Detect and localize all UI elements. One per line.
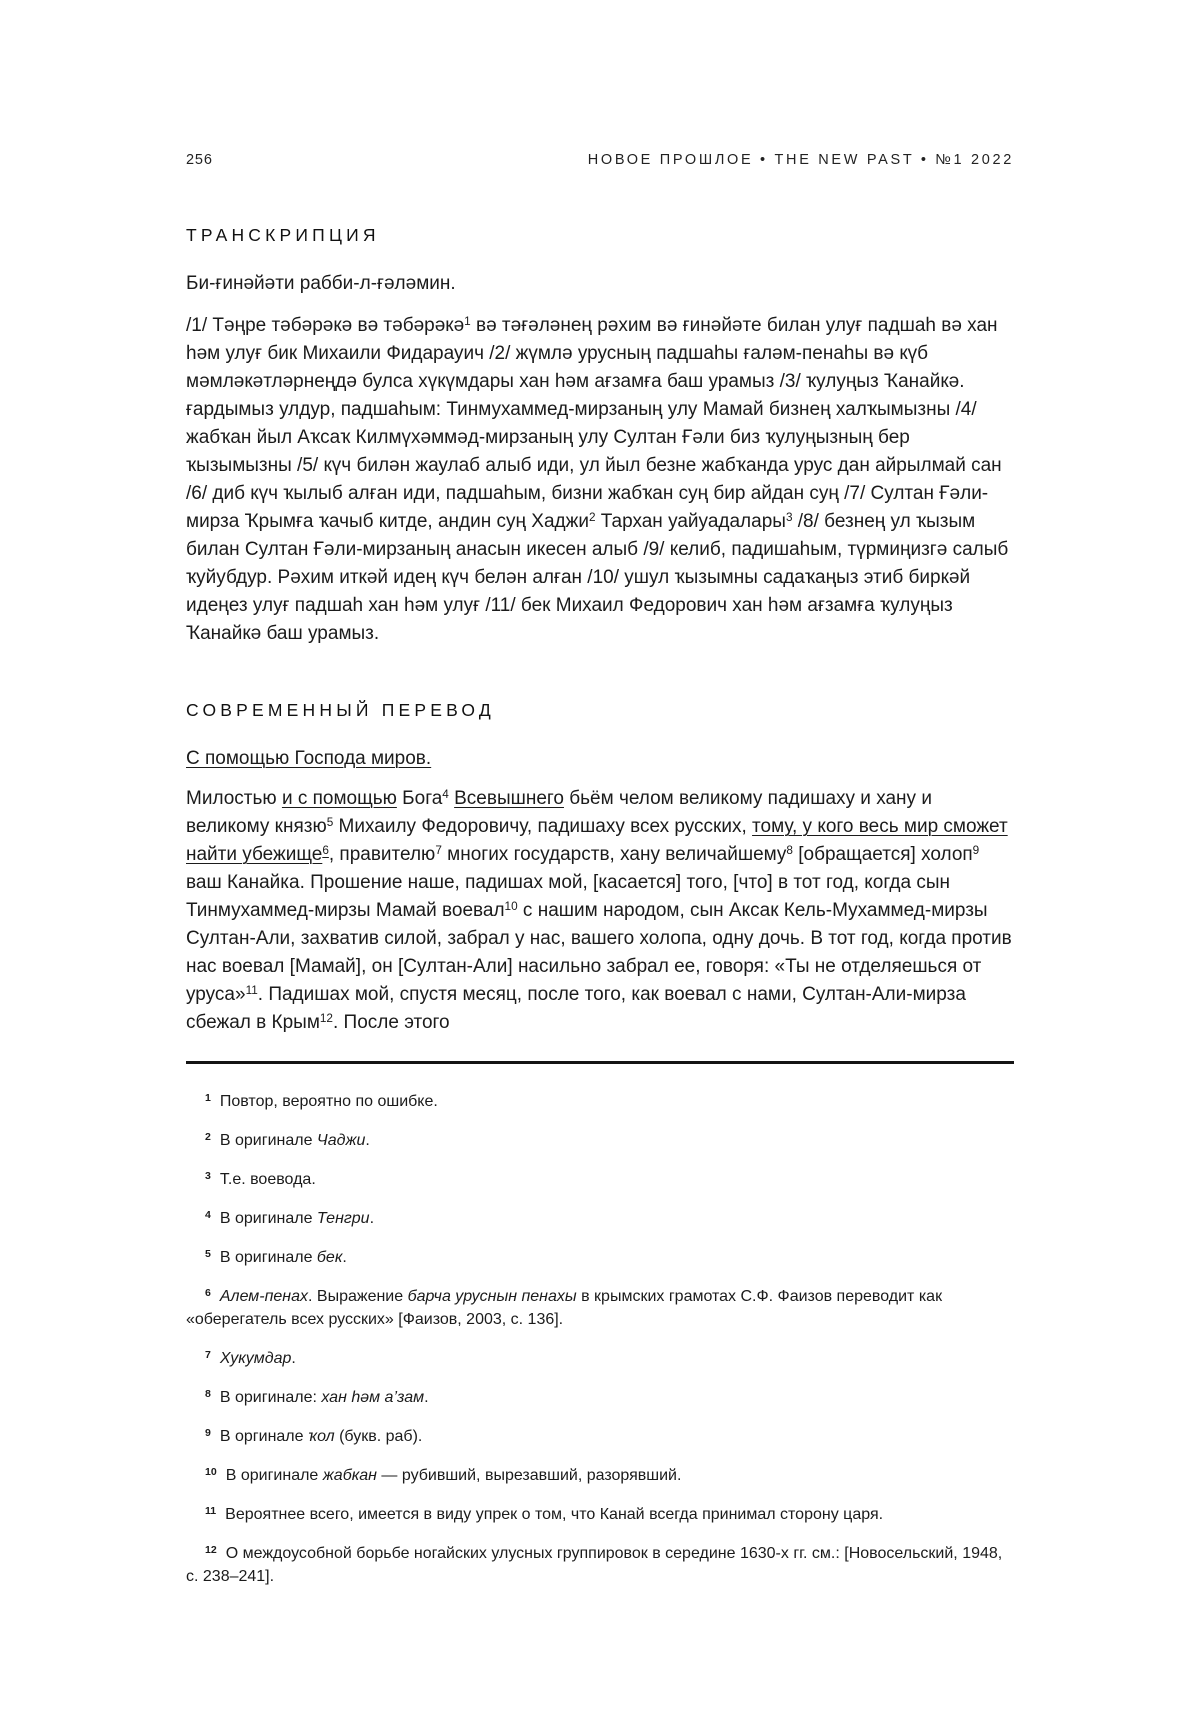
footnote-ref: 9 [972, 843, 980, 857]
text-segment: бек [316, 1249, 343, 1266]
text-segment: [обращается] холоп [792, 844, 973, 865]
footnotes-section [186, 1090, 1014, 1588]
text-segment: . [369, 1210, 375, 1227]
text-segment: В оригинале: [219, 1389, 322, 1406]
transcription-invocation: Би-ғинәйәти рабби-л-ғәләмин. [186, 273, 456, 294]
text-segment: Алем-пенах [219, 1288, 308, 1305]
text-segment: Бога [396, 788, 443, 809]
footnote-number: 5 [205, 1247, 211, 1260]
text-segment: Вероятнее всего, имеется в виду упрек о том, что Канай всегда принимал сторону царя. [225, 1506, 884, 1523]
translation-text [186, 785, 1014, 1037]
footnote-number: 12 [205, 1543, 217, 1556]
page-number: 256 [186, 152, 213, 168]
text-segment: (букв. раб). [334, 1428, 423, 1445]
text-segment: барча уруснын пенахы [407, 1288, 577, 1305]
footnote [186, 1207, 1014, 1230]
text-segment: в крымских грамотах С.Ф. Фаизов переводит как «оберегатель всех русских» [Фаизов, 2003, с. 136]. [186, 1288, 943, 1328]
footnote [186, 1168, 1014, 1191]
footnote-number: 7 [205, 1348, 211, 1361]
footnote [186, 1285, 1014, 1331]
text-segment: . [291, 1350, 296, 1367]
footnote-number: 11 [205, 1504, 217, 1517]
footnote-ref: 11 [245, 983, 258, 997]
text-segment: О междоусобной борьбе ногайских улусных группировок в середине 1630-х гг. см.: [Новосельский, 1948, с. 238–241]. [186, 1545, 1003, 1585]
text-segment: . После этого [332, 1012, 450, 1033]
article-body [186, 225, 1014, 1588]
text-segment: тому, у кого весь мир сможет найти убежище [186, 816, 1008, 865]
footnote-ref: 7 [435, 843, 442, 857]
footnote-number: 8 [205, 1387, 211, 1400]
footnote [186, 1129, 1014, 1152]
text-segment: Тенгри [316, 1210, 370, 1227]
footnote-ref: 3 [785, 510, 793, 524]
text-segment: Хукумдар [219, 1350, 292, 1367]
text-segment: Всевышнего [454, 788, 564, 809]
text-segment: Михаилу Федоровичу, падишаху всех русских, [333, 816, 753, 837]
footnote-number: 2 [205, 1130, 211, 1143]
text-segment: жабкан [322, 1467, 377, 1484]
text-segment: /1/ Тәңре тәбәрәкә вә тәбәрәкә [186, 315, 465, 336]
text-segment: /8/ безнең ул ҡызым билан Султан Ғәли-мирзаның анасын икесен алыб /9/ келиб, падишаһым, түрмиңизгә салыб ҡуйубдур. Рәхим иткәй идең күч белән алған /10/ ушул ҡызымны садаҡаңыз этиб биркәй идеңез улуғ падшаһ хан һәм улуғ /11/ бек Михаил Федорович хан һәм ағзамға ҡулуңыз Ҡанайкә баш урамыз. [186, 511, 1009, 644]
text-segment: . [424, 1389, 429, 1406]
text-segment: Милостью [186, 788, 282, 809]
text-segment: . [342, 1249, 347, 1266]
text-segment: Чаджи [316, 1132, 366, 1149]
text-segment: . [365, 1132, 370, 1149]
text-segment: Тархан уайуадалары [595, 511, 786, 532]
footnote-ref: 2 [588, 510, 596, 524]
footnote-ref: 10 [504, 899, 518, 913]
translation-invocation [186, 745, 1014, 773]
footnote [186, 1347, 1014, 1370]
footnote-number: 3 [205, 1169, 211, 1182]
text-segment: вә тәғәләнең рәхим вә ғинәйәте билан улуғ падшаһ вә хан һәм улуғ бик Михаили Фидарауич /2/ жүмлә урусның падшаһы ғаләм-пенаһы вә күб мәмләкәтләрнеңдә булса хүкүмдары хан һәм ағзамға баш урамыз /3/ ҡулуңыз Ҡанайкә. ғардымыз улдур, падшаһым: Тинмухаммед-мирзаның улу Мамай бизнең халҡымызны /4/ жабҡан йыл Аҡсаҡ Килмүхәммәд-мирзаның улу Султан Ғәли биз ҡулуңызның бер ҡызымызны /5/ күч билән жаулаб алыб иди, ул йыл безне жабҡанда урус дан айрылмай сан /6/ диб күч ҡылыб алған иди, падшаһым, бизни жабҡан суң бир айдан суң /7/ Султан Ғәли-мирза Ҡрымға ҡачыб китде, андин суң Хаджи [186, 315, 1002, 532]
footnote [186, 1386, 1014, 1409]
footnote [186, 1464, 1014, 1487]
footnote-number: 4 [205, 1208, 211, 1221]
footnote-ref: 12 [319, 1011, 333, 1025]
text-segment: Т.е. воевода. [219, 1171, 316, 1188]
text-segment: В оригинале [225, 1467, 323, 1484]
footnote-ref: 1 [464, 314, 471, 328]
text-segment: и с помощью [281, 788, 397, 809]
footnote-divider [186, 1061, 1014, 1064]
text-segment: В оригинале [219, 1249, 317, 1266]
text-segment: Повтор, вероятно по ошибке. [219, 1093, 438, 1110]
footnote-number: 9 [205, 1426, 211, 1439]
transcription-heading: ТРАНСКРИПЦИЯ [186, 225, 380, 245]
text-segment: бьём челом великому падишаху и хану и великому князю [186, 788, 932, 837]
text-segment: В оригинале [219, 1210, 317, 1227]
text-segment: ваш Канайка. Прошение наше, падишах мой, [касается] того, [что] в тот год, когда сын Тинмухаммед-мирзы Мамай воевал [186, 872, 950, 921]
text-segment: хан һәм а’зам [321, 1389, 425, 1406]
text-segment: В оргинале [219, 1428, 308, 1445]
journal-running-title: НОВОЕ ПРОШЛОЕ • THE NEW PAST • №1 2022 [587, 152, 1014, 168]
text-segment: . Выражение [308, 1288, 408, 1305]
footnote [186, 1090, 1014, 1113]
text-segment: с нашим народом, сын Аксак Кель-Мухаммед-мирзы Султан-Али, захватив силой, забрал у нас, вашего холопа, одну дочь. В тот год, когда против нас воевал [Мамай], он [Султан-Али] насильно забрал ее, говоря: «Ты не отделяешься от уруса» [186, 900, 1012, 1005]
page-header [186, 152, 1014, 168]
text-segment: В оригинале [219, 1132, 317, 1149]
footnote [186, 1246, 1014, 1269]
text-segment: , правителю [328, 844, 436, 865]
footnote-ref: 8 [786, 843, 793, 857]
footnote [186, 1542, 1014, 1588]
footnote-number: 6 [205, 1286, 211, 1299]
footnote-ref: 5 [326, 815, 334, 829]
text-segment: . Падишах мой, спустя месяц, после того, как воевал с нами, Султан-Али-мирза сбежал в Крым [186, 984, 966, 1033]
transcription-text [186, 312, 1014, 648]
text-segment: — рубивший, вырезавший, разорявший. [376, 1467, 682, 1484]
translation-heading: СОВРЕМЕННЫЙ ПЕРЕВОД [186, 700, 495, 720]
footnote-number: 1 [205, 1091, 211, 1104]
footnote-ref: 6 [322, 843, 329, 857]
footnote [186, 1503, 1014, 1526]
footnote [186, 1425, 1014, 1448]
text-segment: С помощью Господа миров. [186, 748, 432, 769]
text-segment: многих государств, хану величайшему [441, 844, 787, 865]
footnote-ref: 4 [442, 787, 449, 801]
text-segment: ҡол [307, 1428, 335, 1445]
footnote-number: 10 [205, 1465, 217, 1478]
